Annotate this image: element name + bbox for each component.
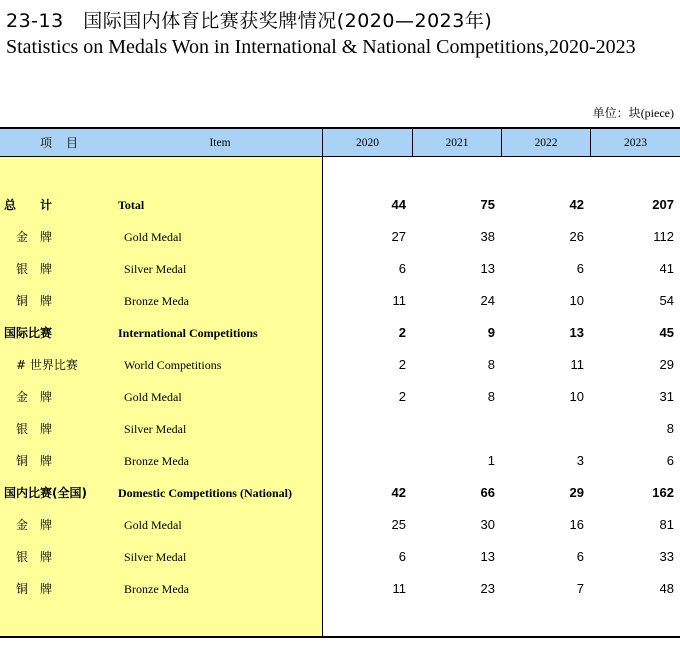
cell-value-2020: 2 [398,325,406,340]
cell-value-2021: 30 [480,517,495,532]
cell-value-2023: 8 [666,421,674,436]
row-label-en: Gold Medal [124,230,182,244]
cell-value-2023: 41 [659,261,674,276]
cell-value-2020: 6 [398,549,406,564]
cell-value-2020: 6 [398,261,406,276]
cell-value-2023: 162 [652,485,674,500]
row-label-cn: 金 牌 [16,518,53,532]
header-year-2020: 2020 [356,137,379,149]
row-label-cn: 金 牌 [16,390,53,404]
row-label-en: Bronze Meda [124,294,189,308]
row-label-cn: 铜 牌 [16,294,53,308]
cell-value-2020: 2 [398,389,406,404]
cell-value-2021: 13 [480,549,495,564]
cell-value-2022: 7 [576,581,584,596]
cell-value-2021: 1 [487,453,495,468]
medal-table [0,127,680,638]
cell-value-2022: 13 [569,325,584,340]
row-label-en: Domestic Competitions (National) [118,486,292,500]
header-item-cn: 项目 [39,136,92,150]
cell-value-2022: 10 [569,293,584,308]
cell-value-2023: 48 [659,581,674,596]
table-row [0,445,680,477]
row-label-cn: # 世界比赛 [16,358,78,372]
cell-value-2023: 45 [659,325,674,340]
row-label-en: Gold Medal [124,518,182,532]
cell-value-2020: 11 [392,581,406,596]
page-title-cn: 23-13 国际国内体育比赛获奖牌情况(2020—2023年) [6,10,493,32]
cell-value-2022: 29 [569,485,584,500]
cell-value-2021: 38 [480,229,495,244]
table-row [0,413,680,445]
row-label-en: Gold Medal [124,390,182,404]
page-title-en: Statistics on Medals Won in International & National Competitions,2020-2023 [6,36,636,58]
cell-value-2020: 44 [391,197,406,212]
row-label-en: Silver Medal [124,422,187,436]
row-label-en: Silver Medal [124,262,187,276]
cell-value-2022: 42 [569,197,584,212]
table-row [0,509,680,541]
cell-value-2020: 11 [392,293,406,308]
cell-value-2023: 33 [659,549,674,564]
row-label-en: Bronze Meda [124,454,189,468]
cell-value-2022: 3 [576,453,584,468]
cell-value-2022: 26 [569,229,584,244]
row-label-cn: 铜 牌 [16,454,53,468]
row-label-en: Total [118,198,145,212]
cell-value-2021: 8 [487,357,495,372]
cell-value-2023: 112 [653,229,674,244]
table-row [0,381,680,413]
row-label-en: World Competitions [124,358,222,372]
table-row [0,221,680,253]
cell-value-2022: 10 [569,389,584,404]
table-row [0,541,680,573]
header-year-2021: 2021 [445,137,469,149]
row-label-cn: 国内比赛(全国) [4,486,87,500]
header-year-2022: 2022 [534,137,558,149]
cell-value-2022: 6 [576,261,584,276]
row-label-cn: 铜 牌 [16,582,53,596]
table-row [0,573,680,605]
row-label-cn: 国际比赛 [4,326,53,340]
table-bottom-rule [0,636,680,638]
cell-value-2023: 207 [652,197,674,212]
cell-value-2021: 13 [480,261,495,276]
row-label-en: International Competitions [118,326,258,340]
row-label-cn: 金 牌 [16,230,53,244]
table-row [0,349,680,381]
unit-label-en: (piece) [640,106,674,120]
row-label-en: Bronze Meda [124,582,189,596]
cell-value-2021: 66 [480,485,495,500]
header-year-2023: 2023 [624,137,647,149]
header-item-en: Item [209,137,231,149]
table-row [0,285,680,317]
cell-value-2021: 9 [487,325,495,340]
cell-value-2023: 29 [659,357,674,372]
cell-value-2020: 42 [391,485,406,500]
row-label-cn: 银 牌 [16,262,53,276]
table-header [0,127,680,157]
row-label-cn: 总 计 [4,198,53,212]
row-label-cn: 银 牌 [16,550,53,564]
cell-value-2021: 24 [480,293,495,308]
cell-value-2021: 8 [487,389,495,404]
unit-label-cn: 单位：块 [592,106,641,120]
cell-value-2023: 31 [659,389,674,404]
cell-value-2023: 54 [659,293,674,308]
table-row [0,253,680,285]
cell-value-2020: 27 [391,229,406,244]
cell-value-2020: 2 [398,357,406,372]
table-row [0,477,680,509]
cell-value-2022: 11 [570,357,584,372]
row-label-cn: 银 牌 [16,422,53,436]
cell-value-2022: 6 [576,549,584,564]
cell-value-2022: 16 [569,517,584,532]
row-label-en: Silver Medal [124,550,187,564]
cell-value-2021: 75 [480,197,495,212]
cell-value-2023: 81 [659,517,674,532]
cell-value-2023: 6 [666,453,674,468]
unit-label [593,104,674,121]
table-row [0,317,680,349]
table-row [0,189,680,221]
cell-value-2021: 23 [480,581,495,596]
cell-value-2020: 25 [391,517,406,532]
